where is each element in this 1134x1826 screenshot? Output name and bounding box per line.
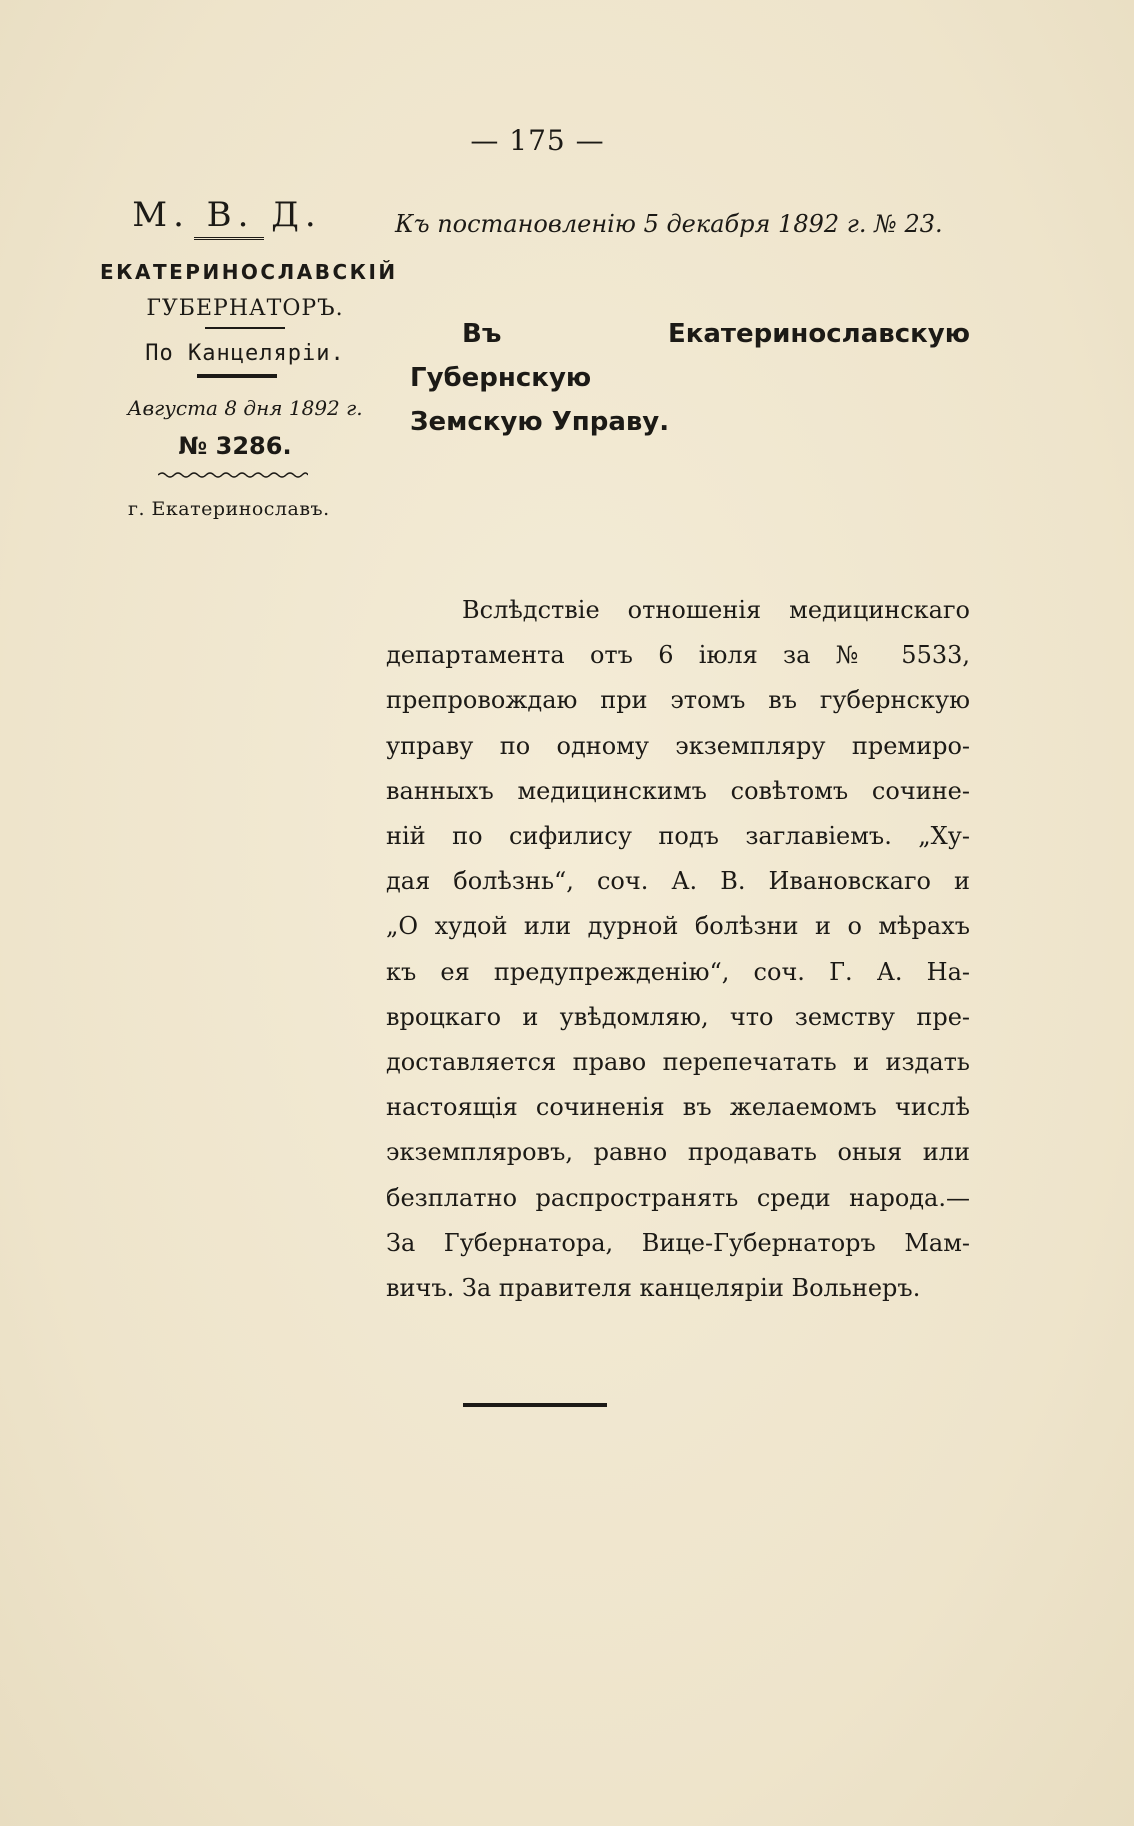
divider-rule (205, 327, 285, 329)
body-line: дая болѣзнь“, соч. А. В. Ивановскаго и (386, 867, 970, 896)
wavy-ornament (158, 470, 308, 480)
governor-title-line1: ЕКАТЕРИНОСЛАВСКІЙ (100, 260, 398, 284)
body-line: къ ея предупрежденію“, соч. Г. А. На- (386, 957, 970, 986)
body-line: управу по одному экземпляру премиро- (386, 731, 970, 760)
addressee-line1: Въ Екатеринославскую Губернскую (410, 319, 970, 393)
body-line: препровождаю при этомъ въ губернскую (386, 686, 970, 715)
addressee-line2: Земскую Управу. (410, 407, 670, 437)
reference-line: Къ постановленію 5 декабря 1892 г. № 23. (395, 210, 943, 238)
ministry-abbreviation: М. В. Д. (132, 195, 322, 235)
chancery-label: По Канцеляріи. (145, 341, 345, 366)
body-line: безплатно распространять среди народа.— (386, 1183, 970, 1212)
divider-rule-thick (197, 374, 277, 378)
end-rule (463, 1403, 607, 1407)
body-line: вичъ. За правителя канцеляріи Вольнеръ. (386, 1274, 921, 1303)
body-line: За Губернатора, Вице-Губернаторъ Мам- (386, 1228, 970, 1257)
document-date: Августа 8 дня 1892 г. (127, 396, 363, 420)
body-line: департамента отъ 6 іюля за № 5533, (386, 641, 970, 670)
page-number: — 175 — (470, 124, 605, 157)
addressee (410, 312, 970, 444)
document-number: № 3286. (178, 432, 292, 460)
letterhead (100, 195, 398, 520)
body-line: вроцкаго и увѣдомляю, что земству пре- (386, 1002, 970, 1031)
body-line: „О худой или дурной болѣзни и о мѣрахъ (386, 912, 970, 941)
body-line: экземпляровъ, равно продавать оныя или (386, 1138, 970, 1167)
body-line: доставляется право перепечатать и издать (386, 1048, 970, 1077)
body-line: ванныхъ медицинскимъ совѣтомъ сочине- (386, 776, 970, 805)
body-line: Вслѣдствіе отношенія медицинскаго (462, 596, 970, 624)
governor-title-line2: ГУБЕРНАТОРЪ. (146, 296, 344, 321)
body-line: настоящія сочиненія въ желаемомъ числѣ (386, 1093, 970, 1122)
body-text (386, 588, 970, 1311)
city-name: г. Екатеринославъ. (128, 498, 330, 520)
ornament-rule (194, 237, 264, 240)
body-line: ній по сифилису подъ заглавіемъ. „Ху- (386, 822, 970, 851)
